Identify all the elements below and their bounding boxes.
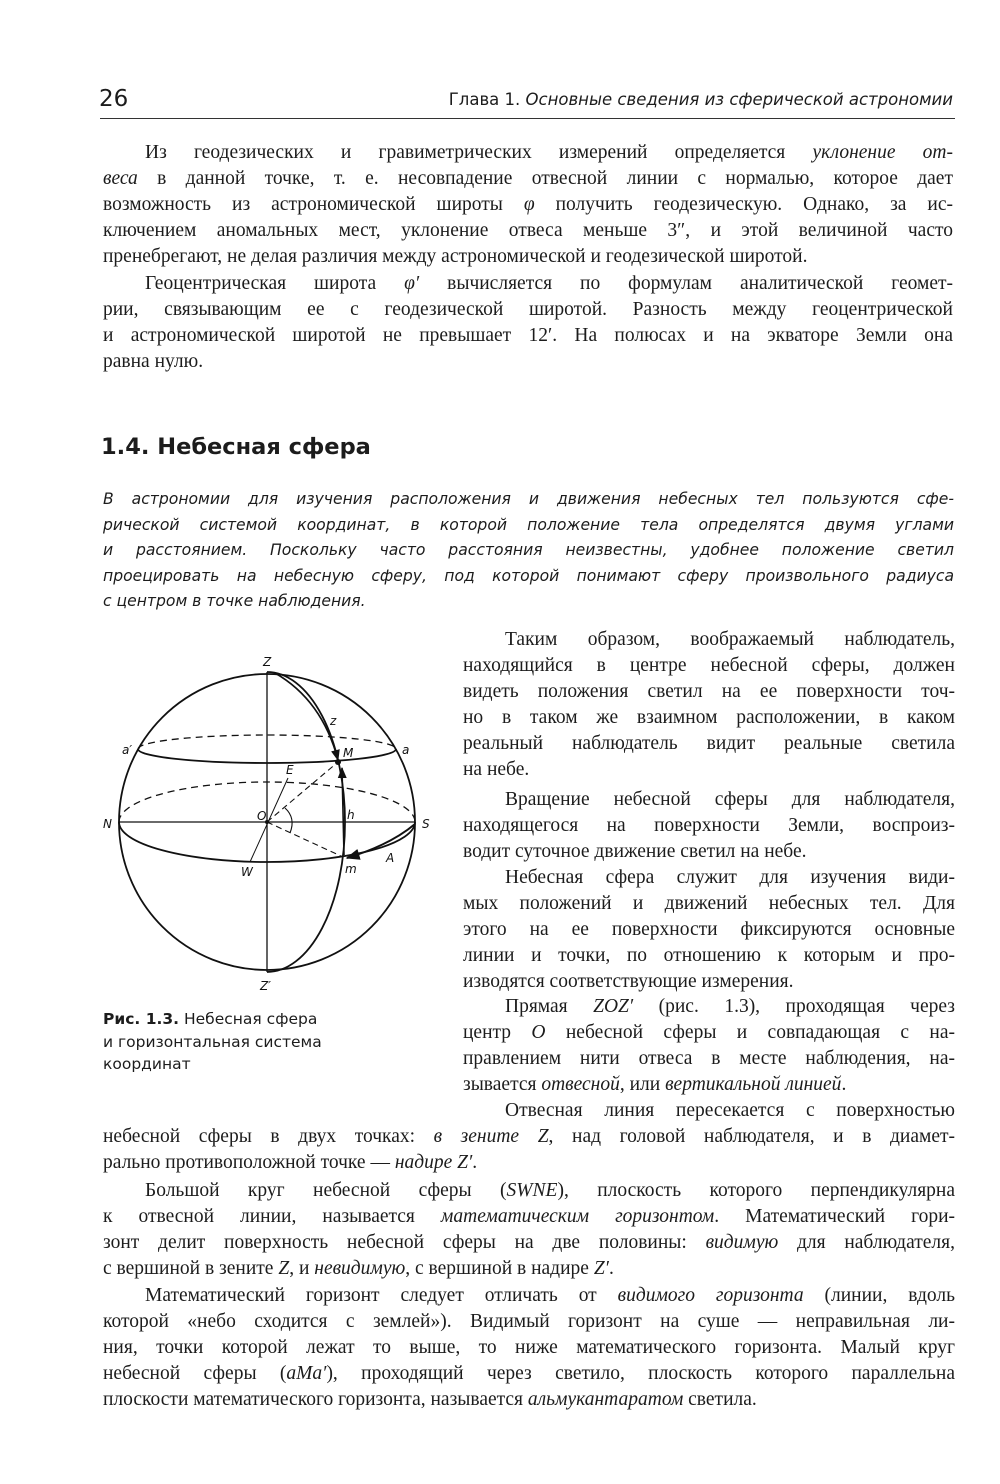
- label-altitude: h: [347, 808, 355, 822]
- text-run: зывается: [463, 1074, 542, 1095]
- text-run: находящийся в центре небесной сферы, должен: [463, 655, 955, 676]
- altitude-arc: [342, 768, 344, 855]
- running-title: [449, 90, 953, 109]
- text-line: [463, 813, 955, 839]
- text-run: получить геодезическую. Однако, за ис-: [534, 194, 953, 215]
- text-line: [103, 1361, 955, 1387]
- text-run: и расстоянием. Поскольку часто расстояния неизвестны, удобнее положение светил: [103, 541, 954, 559]
- text-line: [463, 839, 955, 865]
- label-center: O: [257, 809, 267, 823]
- chapter-label: Глава 1.: [448, 90, 521, 109]
- text-line: [463, 1072, 955, 1098]
- emphasis-text: SWNE: [506, 1180, 558, 1201]
- emphasis-text: вертикальной линией: [665, 1074, 842, 1095]
- text-line: [505, 1098, 955, 1124]
- paragraph-plumb-line: [463, 994, 955, 1098]
- label-north: N: [103, 817, 112, 831]
- text-run: рии, связывающим ее с геодезической широтой. Разность между геоцентрической: [103, 299, 953, 320]
- section-intro: [103, 487, 954, 615]
- text-line: [463, 865, 955, 891]
- text-run: небесной сферы и совпадающая с на-: [545, 1022, 955, 1043]
- text-run: .: [841, 1074, 847, 1095]
- paragraph-geocentric-latitude: [103, 271, 953, 375]
- emphasis-text: альмукантаратом: [527, 1389, 684, 1410]
- emphasis-text: aMa′: [286, 1363, 327, 1384]
- text-run: рической системой координат, в которой положение тела определятся двумя углами: [103, 515, 954, 534]
- emphasis-text: видимую: [705, 1232, 779, 1253]
- text-run: правлением нити отвеса в месте наблюдения, на-: [463, 1048, 955, 1069]
- text-run: к отвесной линии, называется: [103, 1206, 441, 1227]
- text-run: небесной сферы (: [103, 1363, 287, 1384]
- text-line: [103, 297, 953, 323]
- text-line: [103, 1283, 955, 1309]
- text-run: Из геодезических и гравиметрических измерений определяется: [145, 142, 813, 163]
- text-line: [103, 1150, 955, 1176]
- direction-to-star: [267, 762, 338, 822]
- emphasis-text: Z′: [593, 1258, 609, 1279]
- text-run: Прямая: [505, 996, 594, 1017]
- text-line: [103, 244, 953, 270]
- emphasis-text: Z: [537, 1126, 549, 1147]
- text-line: [103, 192, 953, 218]
- text-run: но в таком же взаимном расположении, в каком: [463, 707, 955, 728]
- emphasis-text: Z′: [457, 1152, 473, 1173]
- text-run: (линии, вдоль: [803, 1285, 955, 1306]
- text-line: [463, 1020, 955, 1046]
- angle-arc: [285, 808, 292, 833]
- text-run: плоскости математического горизонта, называется: [103, 1389, 528, 1410]
- figure-caption: [103, 1008, 322, 1076]
- emphasis-text: надире: [394, 1152, 453, 1173]
- star-point: [335, 759, 341, 765]
- text-line: [103, 271, 953, 297]
- text-run: ), плоскость которого перпендикулярна: [557, 1180, 955, 1201]
- text-run: зонт делит поверхность небесной сферы на две половины:: [103, 1232, 706, 1253]
- text-line: [103, 1387, 955, 1413]
- emphasis-text: невидимую: [314, 1258, 406, 1279]
- header-rule: [100, 118, 955, 119]
- emphasis-text: φ: [523, 194, 535, 215]
- text-run: которой «небо сходится с землей»). Видимый горизонт на суше — неправильная ли-: [103, 1311, 955, 1332]
- caption-line: Небесная сфера: [183, 1010, 318, 1028]
- emphasis-text: уклонение от-: [812, 142, 953, 163]
- text-run: мых положений и движений небесных тел. Для: [463, 893, 955, 914]
- text-line: [463, 627, 955, 653]
- text-run: рально противоположной точке —: [103, 1152, 395, 1173]
- text-run: в данной точке, т. е. несовпадение отвесной линии с нормалью, которое дает: [137, 168, 953, 189]
- text-line: [463, 969, 955, 995]
- text-run: находящегося на поверхности Земли, воспроиз-: [463, 815, 955, 836]
- direction-to-m: [267, 822, 343, 857]
- text-run: и астрономической широтой не превышает 12′. На полюсах и на экваторе Земли она: [103, 325, 953, 346]
- label-zenith: Z: [263, 655, 272, 669]
- label-a: a: [402, 743, 410, 757]
- text-run: .: [608, 1258, 614, 1279]
- text-run: Отвесная линия пересекается с поверхностью: [505, 1100, 955, 1121]
- text-run: видеть положения светил на ее поверхности точ-: [463, 681, 955, 702]
- text-run: проецировать на небесную сферу, под которой понимают сферу произвольного радиуса: [103, 566, 954, 585]
- text-line: [463, 943, 955, 969]
- label-azimuth: A: [386, 851, 395, 865]
- text-line: [463, 757, 955, 783]
- text-run: В астрономии для изучения расположения и движения небесных тел пользуются сфе-: [103, 490, 954, 508]
- emphasis-text: математическим горизонтом: [440, 1206, 715, 1227]
- text-line: [463, 653, 955, 679]
- text-run: Вращение небесной сферы для наблюдателя,: [505, 789, 955, 810]
- chapter-title: Основные сведения из сферической астрономии: [525, 90, 953, 109]
- text-run: с вершиной в зените: [103, 1258, 279, 1279]
- text-run: , и: [289, 1258, 315, 1279]
- text-line: [103, 140, 953, 166]
- label-star: M: [343, 746, 354, 760]
- text-run: ключением аномальных мест, уклонение отвеса меньше 3″, и этой величиной часто: [103, 220, 953, 241]
- label-south: S: [422, 817, 430, 831]
- text-line: [463, 787, 955, 813]
- celestial-sphere-figure: [100, 640, 450, 1000]
- text-line: [463, 994, 955, 1020]
- text-run: реальный наблюдатель видит реальные светила: [463, 733, 955, 754]
- text-run: . Математический гори-: [714, 1206, 956, 1227]
- text-line: [103, 1335, 955, 1361]
- text-run: Небесная сфера служит для изучения види-: [505, 867, 955, 888]
- text-line: [103, 1178, 955, 1204]
- paragraph-visible-horizon: [103, 1283, 955, 1413]
- label-zenith-distance: z: [330, 714, 337, 728]
- text-run: Большой круг небесной сферы (: [145, 1180, 507, 1201]
- text-run: ния, точки которой лежат то выше, то ниже математического горизонта. Малый круг: [103, 1337, 955, 1358]
- text-run: ), проходящий через светило, плоскость которого параллельна: [326, 1363, 955, 1384]
- text-line: [463, 731, 955, 757]
- zenith-distance-arc: [275, 673, 338, 760]
- text-run: Геоцентрическая широта: [145, 273, 405, 294]
- text-line: [463, 891, 955, 917]
- text-line: [103, 166, 953, 192]
- text-run: линии и точки, по отношению к которым и про-: [463, 945, 955, 966]
- label-a-prime: a′: [122, 743, 133, 757]
- text-run: .: [472, 1152, 478, 1173]
- text-line: [463, 705, 955, 731]
- text-run: этого на ее поверхности фиксируются основные: [463, 919, 955, 940]
- text-line: [103, 589, 954, 615]
- emphasis-text: видимого горизонта: [617, 1285, 804, 1306]
- paragraph-imaginary-observer: [463, 627, 955, 783]
- text-run: , или: [619, 1074, 666, 1095]
- label-east: E: [286, 763, 294, 777]
- caption-line: координат: [103, 1055, 191, 1073]
- paragraph-zenith-nadir-start: [505, 1098, 955, 1124]
- emphasis-text: φ′: [404, 273, 420, 294]
- text-run: на небе.: [463, 759, 530, 780]
- text-line: [103, 1309, 955, 1335]
- text-run: для наблюдателя,: [778, 1232, 955, 1253]
- text-line: [463, 917, 955, 943]
- text-run: изводятся соответствующие измерения.: [463, 971, 794, 992]
- label-west: W: [241, 865, 253, 879]
- text-run: равна нулю.: [103, 351, 204, 372]
- text-run: Математический горизонт следует отличать от: [145, 1285, 618, 1306]
- text-line: [103, 1230, 955, 1256]
- paragraph-sphere-rotation: [463, 787, 955, 865]
- text-run: с центром в точке наблюдения.: [103, 592, 366, 610]
- text-run: небесной сферы в двух точках:: [103, 1126, 434, 1147]
- text-run: вычисляется по формулам аналитической геомет-: [419, 273, 953, 294]
- text-line: [463, 679, 955, 705]
- section-heading: 1.4. Небесная сфера: [101, 434, 371, 460]
- text-line: [103, 218, 953, 244]
- text-line: [103, 1124, 955, 1150]
- page-number: 26: [99, 86, 129, 112]
- emphasis-text: веса: [103, 168, 138, 189]
- caption-label: Рис. 1.3.: [103, 1010, 180, 1028]
- text-run: Таким образом, воображаемый наблюдатель,: [505, 629, 955, 650]
- label-m: m: [345, 862, 357, 876]
- text-line: [463, 1046, 955, 1072]
- text-line: [103, 538, 954, 564]
- text-run: возможность из астрономической широты: [103, 194, 524, 215]
- text-line: [103, 323, 953, 349]
- emphasis-text: в зените: [433, 1126, 520, 1147]
- text-run: (рис. 1.3), проходящая через: [633, 996, 955, 1017]
- emphasis-text: Z: [278, 1258, 290, 1279]
- text-line: [103, 564, 954, 590]
- paragraph-sphere-purpose: [463, 865, 955, 995]
- text-line: [103, 349, 953, 375]
- text-line: [103, 513, 954, 539]
- label-nadir: Z′: [260, 979, 271, 993]
- emphasis-text: ZOZ′: [593, 996, 634, 1017]
- paragraph-plumb-deflection: [103, 140, 953, 270]
- text-run: водит суточное движение светил на небе.: [463, 841, 807, 862]
- text-run: , над головой наблюдателя, и в диамет-: [548, 1126, 956, 1147]
- paragraph-horizon: [103, 1178, 955, 1282]
- text-run: светила.: [683, 1389, 757, 1410]
- text-run: пренебрегают, не делая различия между астрономической и геодезической широтой.: [103, 246, 808, 267]
- text-line: [103, 487, 954, 513]
- text-line: [103, 1204, 955, 1230]
- text-line: [103, 1256, 955, 1282]
- text-run: центр: [463, 1022, 532, 1043]
- paragraph-zenith-nadir: [103, 1124, 955, 1176]
- emphasis-text: O: [531, 1022, 546, 1043]
- text-run: [519, 1126, 538, 1147]
- caption-line: и горизонтальная система: [103, 1032, 322, 1051]
- emphasis-text: отвесной: [541, 1074, 620, 1095]
- text-run: , с вершиной в надире: [405, 1258, 594, 1279]
